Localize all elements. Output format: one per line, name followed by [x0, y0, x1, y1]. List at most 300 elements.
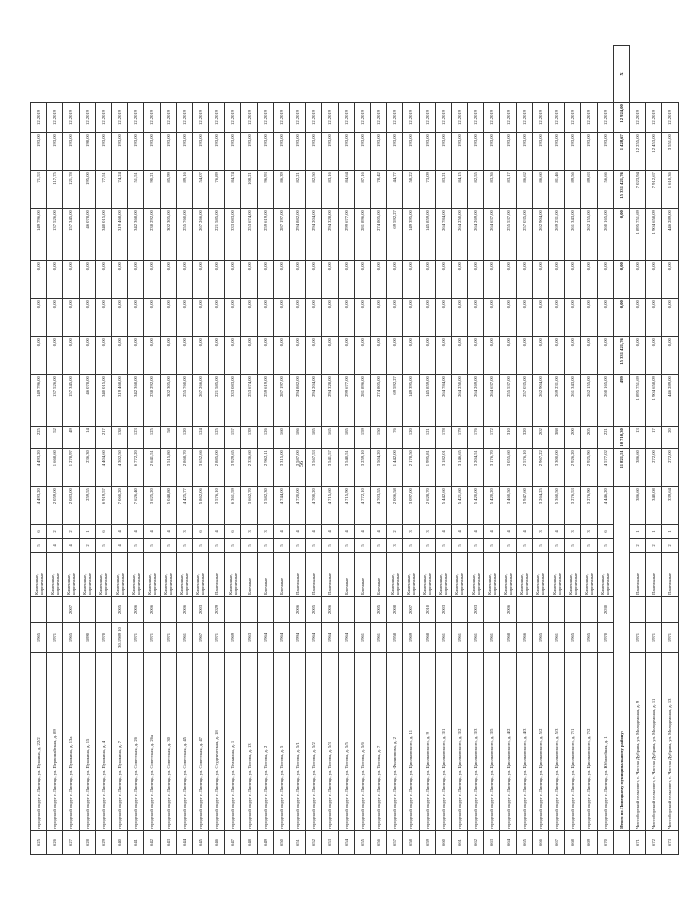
table-cell: 4 [484, 525, 500, 539]
table-cell: 12.2019 [160, 103, 176, 133]
table-cell: 257 035,00 [516, 375, 532, 427]
table-cell: 4 [354, 525, 370, 539]
table-cell: 1965 [532, 623, 548, 653]
table-cell: 4 404,60 [95, 449, 111, 487]
table-cell: 4 [370, 525, 386, 539]
table-cell: 1971 [47, 623, 63, 653]
table-cell: 671 [629, 831, 645, 855]
table-cell: 2003 [435, 597, 451, 623]
table-cell: 4 [451, 525, 467, 539]
address-cell: Чистоборский сельсовет, с. Частая Дубрава, ул. Молодежная, д. 11 [646, 653, 662, 831]
table-row [387, 46, 403, 855]
table-cell: 3 625,20 [144, 487, 160, 525]
table-cell: 86,39 [273, 171, 289, 209]
table-cell: 3 [257, 525, 273, 539]
table-cell: 342 368,00 [128, 209, 144, 261]
table-cell: 225 [31, 427, 47, 449]
table-cell: 89,16 [176, 171, 192, 209]
table-cell: 186 [290, 427, 306, 449]
table-cell: 4 [47, 539, 63, 553]
address-cell: городской округ г. Липецк, ул. Циолковского, д. 3/2 [451, 653, 467, 831]
table-cell: Панельные [646, 553, 662, 597]
table-cell: 12.2019 [516, 103, 532, 133]
table-cell: 672 [646, 831, 662, 855]
table-cell: 82,50 [306, 171, 322, 209]
table-cell: 125 [209, 427, 225, 449]
table-cell: 12.2019 [31, 103, 47, 133]
table-cell: 3 [403, 525, 419, 539]
table-cell: Блочные [338, 553, 354, 597]
table-cell: 0,00 [549, 337, 565, 375]
table-cell: Панельные [662, 553, 678, 597]
table-cell: 5 [484, 539, 500, 553]
table-cell: 54,07 [192, 171, 208, 209]
table-cell: 157 [225, 427, 241, 449]
table-cell: 0,00 [176, 299, 192, 337]
table-cell: 4 302,50 [111, 449, 127, 487]
table-cell: 340 015,00 [95, 375, 111, 427]
table-cell: 4 720,00 [290, 487, 306, 525]
table-cell: 193,00 [387, 133, 403, 171]
table-cell: 0,00 [241, 299, 257, 337]
table-cell: 193,00 [468, 133, 484, 171]
address-cell: городской округ г. Липецк, ул. Циолковского, д. 3/5 [484, 653, 500, 831]
table-cell: 193,00 [241, 133, 257, 171]
table-cell: 0,00 [209, 261, 225, 299]
table-cell: 2 576,10 [516, 449, 532, 487]
table-cell: 12.2019 [111, 103, 127, 133]
table-cell: 124 [192, 427, 208, 449]
table-cell: 149 796,00 [31, 209, 47, 261]
table-row [306, 46, 322, 855]
table-cell: 2 926,20 [565, 449, 581, 487]
table-cell: 138 [111, 427, 127, 449]
table-cell: Каменные, кирпичные [95, 553, 111, 597]
table-cell: 2 868,70 [176, 449, 192, 487]
table-cell: 2008 [387, 597, 403, 623]
table-cell: 3 [419, 525, 435, 539]
table-cell: 272,00 [662, 449, 678, 487]
address-cell: городской округ г. Липецк, ул. Циолковского, д. 7/1 [565, 653, 581, 831]
table-cell: 12 255,00 [629, 133, 645, 171]
table-cell: Каменные, кирпичные [128, 553, 144, 597]
table-cell: 12.2019 [403, 103, 419, 133]
table-cell: 12.2019 [225, 103, 241, 133]
table-cell: 264 784,00 [435, 375, 451, 427]
table-cell: 193,00 [257, 133, 273, 171]
table-cell: 149 395,00 [403, 209, 419, 261]
table-cell: 193,00 [63, 133, 79, 171]
table-cell: 12.2019 [629, 103, 645, 133]
table-cell: 269 231,00 [549, 375, 565, 427]
table-cell: 5 [581, 539, 597, 553]
table-row [31, 46, 47, 855]
table-cell: 264 250,00 [451, 375, 467, 427]
table-cell: 627 [63, 831, 79, 855]
table-cell: 3 [565, 525, 581, 539]
table-cell: 12.2019 [322, 103, 338, 133]
table-row [273, 46, 289, 855]
table-cell: 12.2019 [192, 103, 208, 133]
table-cell: 253 674,00 [241, 375, 257, 427]
table-cell: 0,00 [451, 261, 467, 299]
table-cell: 0,00 [160, 337, 176, 375]
table-cell: 5 048,80 [160, 487, 176, 525]
table-row [468, 46, 484, 855]
table-cell: 165 [322, 427, 338, 449]
table-cell: 5 862,06 [192, 487, 208, 525]
address-cell: городской округ г. Липецк, ул. Циолковского, д. 9 [419, 653, 435, 831]
table-cell: 2005 [306, 597, 322, 623]
table-cell: 648 [241, 831, 257, 855]
table-cell: 193,00 [451, 133, 467, 171]
table-cell: 193,00 [484, 133, 500, 171]
table-cell: 272,00 [646, 449, 662, 487]
table-cell: 12.2019 [128, 103, 144, 133]
table-cell: 74,24 [111, 171, 127, 209]
table-cell: 121 [419, 427, 435, 449]
table-cell: 193,00 [290, 133, 306, 171]
table-cell: 139 [241, 427, 257, 449]
table-cell: 0,00 [322, 261, 338, 299]
table-cell: 221 585,00 [209, 209, 225, 261]
table-cell: Каменные, кирпичные [581, 553, 597, 597]
table-cell: 3 460,50 [500, 487, 516, 525]
table-cell: 73,09 [419, 171, 435, 209]
table-cell: 1 442,00 [387, 449, 403, 487]
table-cell: 86,62 [516, 171, 532, 209]
table-row [241, 46, 257, 855]
table-cell: 649 [257, 831, 273, 855]
table-cell: 5 420,20 [484, 487, 500, 525]
table-cell: 6 772,20 [128, 449, 144, 487]
table-cell: 261 343,00 [565, 375, 581, 427]
table-cell: 0,00 [419, 337, 435, 375]
table-cell: 0,00 [662, 337, 678, 375]
table-cell: 69 592,27 [387, 209, 403, 261]
table-cell: 0,00 [95, 261, 111, 299]
table-cell: 294 882,00 [290, 209, 306, 261]
table-cell: Каменные, кирпичные [160, 553, 176, 597]
table-cell: 3 515,80 [160, 449, 176, 487]
table-cell: 446 289,00 [662, 209, 678, 261]
table-row [290, 46, 306, 855]
table-cell: 1969 [225, 623, 241, 653]
table-cell: 6 919,57 [95, 487, 111, 525]
table-cell: 0,00 [144, 299, 160, 337]
table-cell: 159 [354, 427, 370, 449]
table-cell: Каменные, кирпичные [225, 553, 241, 597]
table-cell: 0,00 [338, 337, 354, 375]
table-cell: 150 [370, 427, 386, 449]
table-cell: 12.2019 [144, 103, 160, 133]
table-cell: 2 083,00 [63, 487, 79, 525]
table-cell: 4 [338, 525, 354, 539]
table-cell: 660 [435, 831, 451, 855]
table-cell [565, 597, 581, 623]
table-cell: 1961 [354, 623, 370, 653]
table-cell: 149 796,00 [31, 375, 47, 427]
table-cell: 2006 [176, 597, 192, 623]
table-cell: 2 [662, 539, 678, 553]
table-cell: 193,00 [565, 133, 581, 171]
table-cell: 12.2019 [370, 103, 386, 133]
table-cell: 77,51 [95, 171, 111, 209]
table-cell: 3 567,53 [306, 449, 322, 487]
table-cell: 4 [468, 525, 484, 539]
table-cell: 0,00 [47, 299, 63, 337]
table-cell: 10 710,30 [613, 427, 629, 449]
table-cell: 4 [322, 525, 338, 539]
table-cell: 287 197,00 [273, 375, 289, 427]
table-cell: 0,00 [192, 299, 208, 337]
table-cell: 6 [95, 525, 111, 539]
table-cell: 0,00 [306, 261, 322, 299]
table-cell: 255 537,00 [500, 375, 516, 427]
table-cell: 0,00 [225, 261, 241, 299]
table-cell: 4 715,60 [322, 487, 338, 525]
table-cell: 1961 [451, 623, 467, 653]
table-cell: 200 [565, 427, 581, 449]
table-cell: 87,16 [354, 171, 370, 209]
table-cell: 255 537,00 [500, 209, 516, 261]
table-cell: 0,00 [176, 261, 192, 299]
total-label-cell: Итого по Липецкому муниципальному району: [613, 487, 629, 831]
table-cell: 274 805,00 [370, 209, 386, 261]
table-cell: 1971 [662, 623, 678, 653]
table-cell: 1 [629, 525, 645, 539]
table-cell: 2 336,60 [241, 449, 257, 487]
table-cell: 0,00 [646, 299, 662, 337]
address-cell: городской округ г. Липецк, ул. Титова, д. 2 [257, 653, 273, 831]
table-cell: 1964 [257, 623, 273, 653]
table-cell: 640 [111, 831, 127, 855]
address-cell: городской округ г. Липецк, ул. Циолковского, д. 4/3 [516, 653, 532, 831]
address-cell: городской округ г. Липецк, ул. Пушкина, д. 4 [95, 653, 111, 831]
table-cell: 4 772,10 [354, 487, 370, 525]
table-cell: 319 468,00 [111, 375, 127, 427]
table-cell: 294 204,00 [306, 375, 322, 427]
table-cell: 0,00 [435, 261, 451, 299]
table-cell: 3 300,00 [549, 449, 565, 487]
table-cell: 5 [532, 539, 548, 553]
table-cell: 0,00 [419, 299, 435, 337]
table-cell: 12.2019 [387, 103, 403, 133]
table-row [176, 46, 192, 855]
table-body [31, 46, 679, 855]
table-cell: 1964 [273, 623, 289, 653]
table-cell: 0,00 [484, 337, 500, 375]
table-row [549, 46, 565, 855]
table-cell: 287 197,00 [273, 209, 289, 261]
table-row [79, 46, 95, 855]
table-cell: 0,00 [257, 299, 273, 337]
table-row [451, 46, 467, 855]
table-cell [160, 597, 176, 623]
table-cell: 12.2019 [435, 103, 451, 133]
table-cell: 0,00 [144, 261, 160, 299]
table-cell: 157 345,00 [63, 209, 79, 261]
table-cell: 3 264,25 [532, 487, 548, 525]
table-cell: Каменные, кирпичные [387, 553, 403, 597]
table-cell: 0,00 [613, 299, 629, 337]
page-number: 56 [299, 461, 305, 467]
table-cell: 5 [370, 539, 386, 553]
table-row [646, 46, 662, 855]
table-cell: 0,00 [290, 337, 306, 375]
table-cell: 12.2019 [662, 103, 678, 133]
table-cell: 12.2019 [273, 103, 289, 133]
table-cell: Каменные, кирпичные [419, 553, 435, 597]
table-cell: 82,21 [290, 171, 306, 209]
table-cell: 0,00 [565, 299, 581, 337]
table-cell: 2006 [500, 597, 516, 623]
table-cell: 6 [597, 525, 613, 539]
table-cell: Каменные, кирпичные [532, 553, 548, 597]
table-cell: 2007 [63, 597, 79, 623]
table-cell: 1965 [565, 623, 581, 653]
table-row [47, 46, 63, 855]
table-cell: 340,08 [646, 487, 662, 525]
table-cell: 3 182,01 [435, 449, 451, 487]
table-cell: 117,75 [47, 171, 63, 209]
table-cell: 202 [532, 427, 548, 449]
table-cell: 4 [306, 525, 322, 539]
table-cell: 6 [192, 525, 208, 539]
table-row [144, 46, 160, 855]
table-cell: 0,00 [597, 261, 613, 299]
table-cell: 12.2019 [468, 103, 484, 133]
table-cell: 267 266,00 [192, 209, 208, 261]
table-cell: 85,99 [160, 171, 176, 209]
table-cell: 58,22 [403, 171, 419, 209]
table-cell: 126 [257, 427, 273, 449]
table-cell: 84,74 [225, 171, 241, 209]
table-cell: 0,00 [209, 299, 225, 337]
table-cell: 1 904 658,09 [646, 209, 662, 261]
table-cell: 1969 [403, 623, 419, 653]
table-cell: 4 [111, 525, 127, 539]
table-cell: 264 269,00 [468, 375, 484, 427]
table-cell: 2 178,50 [403, 449, 419, 487]
table-cell: 0,00 [581, 337, 597, 375]
table-cell: 5 [403, 539, 419, 553]
table-cell: 264 637,00 [484, 375, 500, 427]
table-cell: 1961 [549, 623, 565, 653]
table-cell: 4 493,20 [31, 487, 47, 525]
table-cell: 4 [273, 525, 289, 539]
table-cell: 0,00 [370, 261, 386, 299]
table-cell [273, 597, 289, 623]
table-cell: 1 895 751,69 [629, 375, 645, 427]
address-cell: городской округ г. Липецк, ул. Советская, д. 47 [192, 653, 208, 831]
table-cell: Каменные, кирпичные [484, 553, 500, 597]
table-cell: 0,00 [241, 337, 257, 375]
table-cell: 0,00 [516, 299, 532, 337]
table-cell: 4 715,90 [338, 487, 354, 525]
address-cell: городской округ г. Липецк, ул. Титова, д. 13 [241, 653, 257, 831]
table-cell: 0,00 [144, 337, 160, 375]
table-cell: 193,00 [403, 133, 419, 171]
table-cell: 12.2019 [565, 103, 581, 133]
table-cell: 302 305,00 [160, 209, 176, 261]
table-cell: Панельные [290, 553, 306, 597]
table-cell: Каменные, кирпичные [565, 553, 581, 597]
table-cell: 195,00 [79, 171, 95, 209]
table-cell: 0,00 [500, 261, 516, 299]
table-cell: Блочные [241, 553, 257, 597]
table-cell: 0,00 [419, 261, 435, 299]
table-cell: 3 662,70 [241, 487, 257, 525]
table-cell: 0,00 [47, 261, 63, 299]
table-cell: 12.2019 [306, 103, 322, 133]
table-cell [549, 597, 565, 623]
table-cell: 179 [451, 427, 467, 449]
table-cell: 259 619,00 [257, 209, 273, 261]
table-cell: 2003 [468, 597, 484, 623]
table-cell: 0,00 [613, 261, 629, 299]
table-cell: 238 292,00 [144, 209, 160, 261]
table-cell: 12.2019 [79, 103, 95, 133]
table-cell: 664 [500, 831, 516, 855]
table-cell [451, 597, 467, 623]
table-row [370, 46, 386, 855]
table-cell: 1961 [176, 623, 192, 653]
table-row [322, 46, 338, 855]
table-cell: 340 015,00 [95, 209, 111, 261]
table-cell: Каменные, кирпичные [451, 553, 467, 597]
table-cell: 0,00 [306, 299, 322, 337]
table-cell: 0,00 [111, 261, 127, 299]
table-cell: Каменные, кирпичные [144, 553, 160, 597]
table-cell: 2 628,70 [419, 487, 435, 525]
table-cell: 4 [549, 525, 565, 539]
table-cell: 0,00 [581, 261, 597, 299]
table-cell: 628 [79, 831, 95, 855]
table-cell: 662 [468, 831, 484, 855]
table-cell: 0,00 [79, 261, 95, 299]
table-cell: 0,00 [63, 261, 79, 299]
table-cell: 4 [500, 525, 516, 539]
table-cell: 12.2019 [597, 103, 613, 133]
table-cell: 0,00 [387, 261, 403, 299]
table-cell: 0,00 [597, 337, 613, 375]
table-cell: 0,00 [306, 337, 322, 375]
table-cell: 12.2019 [257, 103, 273, 133]
table-cell: 12.2019 [484, 103, 500, 133]
table-cell: 193,00 [435, 133, 451, 171]
table-row [484, 46, 500, 855]
table-cell: 0,00 [549, 299, 565, 337]
table-cell: 221 [597, 427, 613, 449]
table-cell: 193,00 [192, 133, 208, 171]
table-cell: 3 204,51 [468, 449, 484, 487]
table-cell: 2 [629, 539, 645, 553]
table-cell: 5 [95, 539, 111, 553]
table-cell: 658 [403, 831, 419, 855]
table-cell: 5 420,00 [468, 487, 484, 525]
table-cell: 58 [160, 427, 176, 449]
table-cell: 629 [95, 831, 111, 855]
table-cell: 193,00 [370, 133, 386, 171]
table-cell: 4 [111, 539, 127, 553]
table-cell: 1971 [128, 623, 144, 653]
table-cell: 0,00 [354, 337, 370, 375]
table-cell [338, 597, 354, 623]
table-row [403, 46, 419, 855]
table-cell: 172 [484, 427, 500, 449]
table-cell: 12.2019 [63, 103, 79, 133]
